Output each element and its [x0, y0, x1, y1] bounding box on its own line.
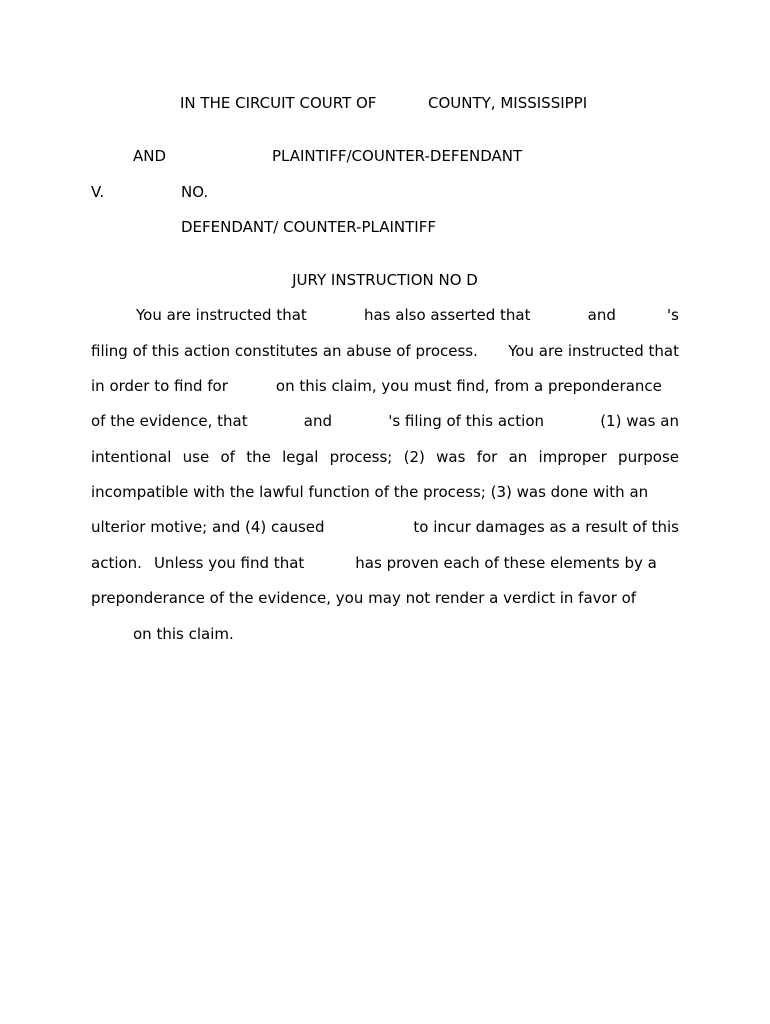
court-county: [428, 94, 587, 112]
text-fragment: Unless you find that: [153, 554, 305, 572]
text-fragment: 's filing of this action: [388, 412, 545, 430]
text-fragment: was: [436, 448, 466, 466]
text-fragment: improper: [538, 448, 607, 466]
instruction-title: JURY INSTRUCTION NO D: [292, 271, 478, 289]
text-fragment: the: [246, 448, 271, 466]
and-label: AND: [133, 147, 167, 165]
text-fragment: ulterior motive; and (4) caused: [91, 518, 325, 536]
text-fragment: and: [303, 412, 333, 430]
plaintiff-role: PLAINTIFF/COUNTER-DEFENDANT: [272, 147, 523, 165]
text-fragment: You are instructed that: [508, 342, 679, 360]
text-fragment: legal: [282, 448, 319, 466]
text-fragment: and: [587, 306, 616, 324]
defendant-role: DEFENDANT/ COUNTER-PLAINTIFF: [181, 218, 436, 236]
text-fragment: process;: [329, 448, 393, 466]
text-fragment: preponderance of the evidence, you may not render a verdict in favor of: [91, 589, 637, 607]
text-fragment: of: [220, 448, 235, 466]
body-line-6: [91, 483, 679, 501]
text-fragment: in order to find for: [91, 377, 228, 395]
case-number-label: NO.: [181, 183, 209, 201]
text-fragment: for: [476, 448, 498, 466]
text-fragment: to incur damages as a result of this: [413, 518, 679, 536]
body-line-8: [91, 554, 679, 572]
body-line-5: [91, 448, 679, 466]
body-line-9: [91, 589, 679, 607]
body-line-1: [136, 306, 679, 324]
body-line-10: [133, 625, 234, 643]
text-fragment: on this claim, you must find, from a preponderance: [275, 377, 662, 395]
body-line-7: [91, 518, 679, 536]
text-fragment: purpose: [618, 448, 679, 466]
text-fragment: incompatible with the lawful function of the process; (3) was done with an: [91, 483, 649, 501]
court-heading: [180, 94, 376, 112]
text-fragment: has also asserted that: [363, 306, 531, 324]
versus-label: V.: [91, 183, 105, 201]
text-fragment: intentional: [91, 448, 172, 466]
text-fragment: use: [182, 448, 210, 466]
body-line-2: [91, 342, 679, 360]
text-fragment: on this claim.: [133, 625, 234, 643]
text-fragment: You are instructed that: [136, 306, 307, 324]
text-fragment: of the evidence, that: [91, 412, 248, 430]
court-prefix: IN THE CIRCUIT COURT OF: [180, 94, 377, 112]
text-fragment: 's: [667, 306, 679, 324]
text-fragment: filing of this action constitutes an abuse of process.: [91, 342, 478, 360]
text-fragment: has proven each of these elements by a: [355, 554, 657, 572]
text-fragment: action.: [91, 554, 142, 572]
text-fragment: (1) was an: [600, 412, 679, 430]
body-line-3: [91, 377, 679, 395]
body-line-4: [91, 412, 679, 430]
text-fragment: (2): [403, 448, 425, 466]
court-suffix: COUNTY, MISSISSIPPI: [428, 94, 588, 112]
text-fragment: an: [508, 448, 528, 466]
